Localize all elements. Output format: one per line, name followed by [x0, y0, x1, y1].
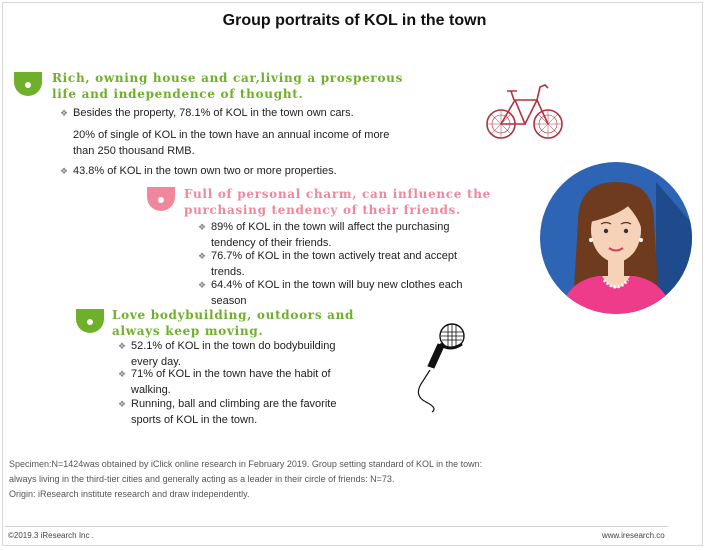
bullet-diamond-icon: ❖ [198, 280, 207, 290]
copyright-text: ©2019.3 iResearch Inc . [8, 531, 94, 540]
section-3-title: Love bodybuilding, outdoors and always keep moving. [112, 308, 355, 338]
section-2-title: Full of personal charm, can influence the purchasing tendency of their friends. [184, 187, 491, 217]
microphone-icon [410, 322, 472, 414]
website-text: www.iresearch.co [602, 531, 665, 540]
bullet-diamond-icon: ❖ [118, 369, 127, 379]
section-1-bullet-3: ❖ 43.8% of KOL in the town own two or more properties. [60, 165, 337, 177]
section-2-bullet-3: ❖ 64.4% of KOL in the town will buy new clothes each season [198, 279, 463, 307]
bullet-diamond-icon: ❖ [198, 222, 207, 232]
page-title: Group portraits of KOL in the town [222, 12, 487, 29]
section-1-bullet-2: 20% of single of KOL in the town have an annual income of more than 250 thousand RMB. [73, 129, 390, 157]
section-2-bullet-1: ❖ 89% of KOL in the town will affect the purchasing tendency of their friends. [198, 221, 450, 249]
bicycle-icon [485, 80, 565, 142]
footnote: Specimen:N=1424was obtained by iClick online research in February 2019. Group setting standard of KOL in the town: always living in the third-tier cities and generally acting as a leader in their circle of friends: N=73. Origin: iResearch institute research and draw independently. [9, 459, 483, 499]
woman-avatar-icon [538, 160, 694, 316]
footer-divider [5, 526, 668, 527]
section-3-bullet-1: ❖ 52.1% of KOL in the town do bodybuilding every day. [118, 340, 336, 368]
bullet-diamond-icon: ❖ [118, 399, 127, 409]
section-3-bullet-3: ❖ Running, ball and climbing are the favorite sports of KOL in the town. [118, 398, 337, 426]
section-1-bullet-1: ❖ Besides the property, 78.1% of KOL in the town own cars. [60, 107, 354, 119]
bullet-diamond-icon: ❖ [198, 251, 207, 261]
section-3-bullet-2: ❖ 71% of KOL in the town have the habit of walking. [118, 368, 331, 396]
section-1-title: Rich, owning house and car,living a prosperous life and independence of thought. [52, 71, 404, 101]
bullet-diamond-icon: ❖ [118, 341, 127, 351]
bullet-diamond-icon: ❖ [60, 166, 69, 176]
section-2-bullet-2: ❖ 76.7% of KOL in the town actively treat and accept trends. [198, 250, 458, 278]
bullet-diamond-icon: ❖ [60, 108, 69, 118]
